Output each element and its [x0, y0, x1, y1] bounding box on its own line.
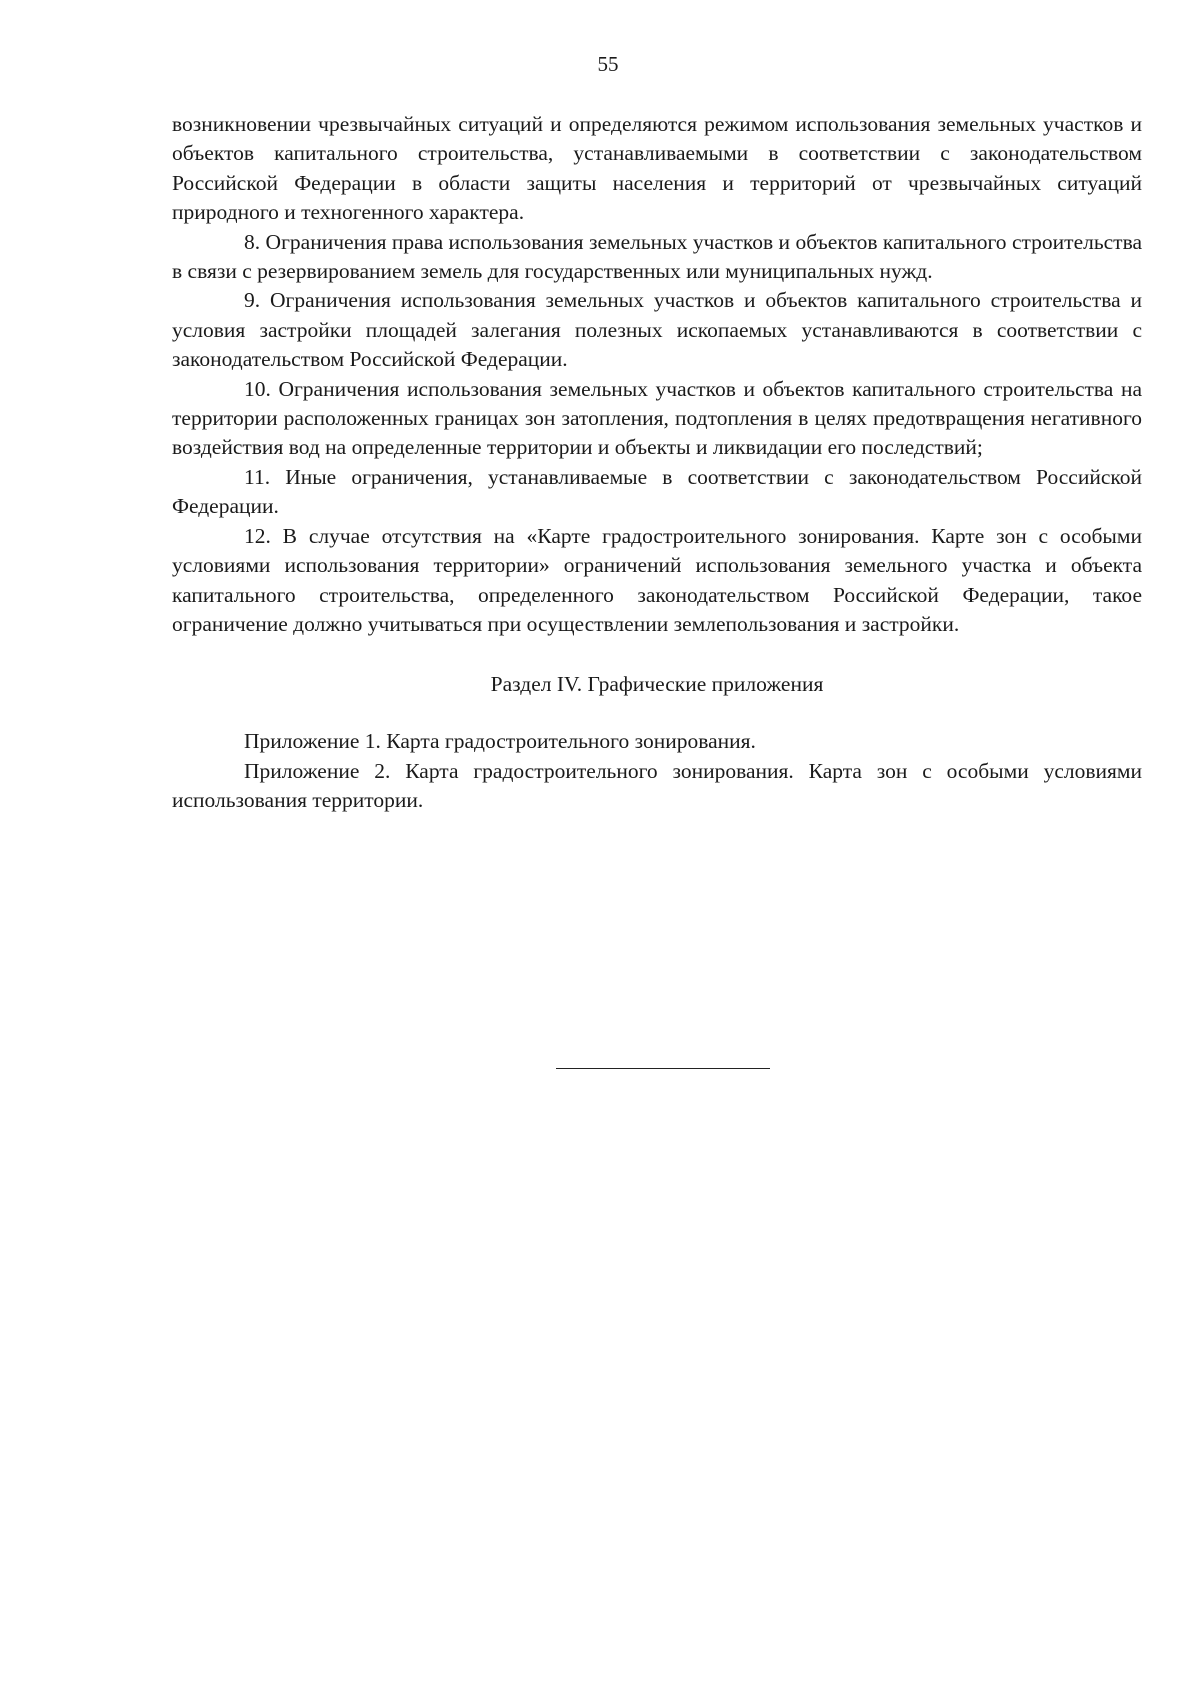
paragraph-item-12: 12. В случае отсутствия на «Карте градостроительного зонирования. Карте зон с особыми условиями использования территории» ограничений использования земельного участка и объекта капитального строительства, определенного законодательством Российской Федерации, такое ограничение должно учитываться при осуществлении землепользования и застройки.: [172, 523, 1142, 636]
closing-separator-line: [556, 1068, 770, 1069]
appendix-item-2: Приложение 2. Карта градостроительного зонирования. Карта зон с особыми условиями использования территории.: [172, 758, 1142, 813]
paragraph-item-11: 11. Иные ограничения, устанавливаемые в соответствии с законодательством Российской Федерации.: [172, 464, 1142, 519]
section-heading: Раздел IV. Графические приложения: [490, 672, 824, 697]
appendix-list: [172, 727, 1142, 815]
paragraph-item-9: 9. Ограничения использования земельных участков и объектов капитального строительства и условия застройки площадей залегания полезных ископаемых устанавливаются в соответствии с законодательством Российской Федерации.: [172, 288, 1142, 372]
page-number: 55: [597, 52, 619, 76]
appendix-item-1: Приложение 1. Карта градостроительного зонирования.: [244, 729, 756, 754]
paragraph-continuation: возникновении чрезвычайных ситуаций и определяются режимом использования земельных участков и объектов капитального строительства, устанавливаемыми в соответствии с законодательством Российской Федерации в области защиты населения и территорий от чрезвычайных ситуаций природного и техногенного характера.: [172, 112, 1142, 225]
document-body: [172, 110, 1142, 816]
paragraph-item-8: 8. Ограничения права использования земельных участков и объектов капитального строительства в связи с резервированием земель для государственных или муниципальных нужд.: [172, 229, 1142, 284]
paragraph-item-10: 10. Ограничения использования земельных участков и объектов капитального строительства на территории расположенных границах зон затопления, подтопления в целях предотвращения негативного воздействия вод на определенные территории и объекты и ликвидации его последствий;: [172, 376, 1142, 460]
